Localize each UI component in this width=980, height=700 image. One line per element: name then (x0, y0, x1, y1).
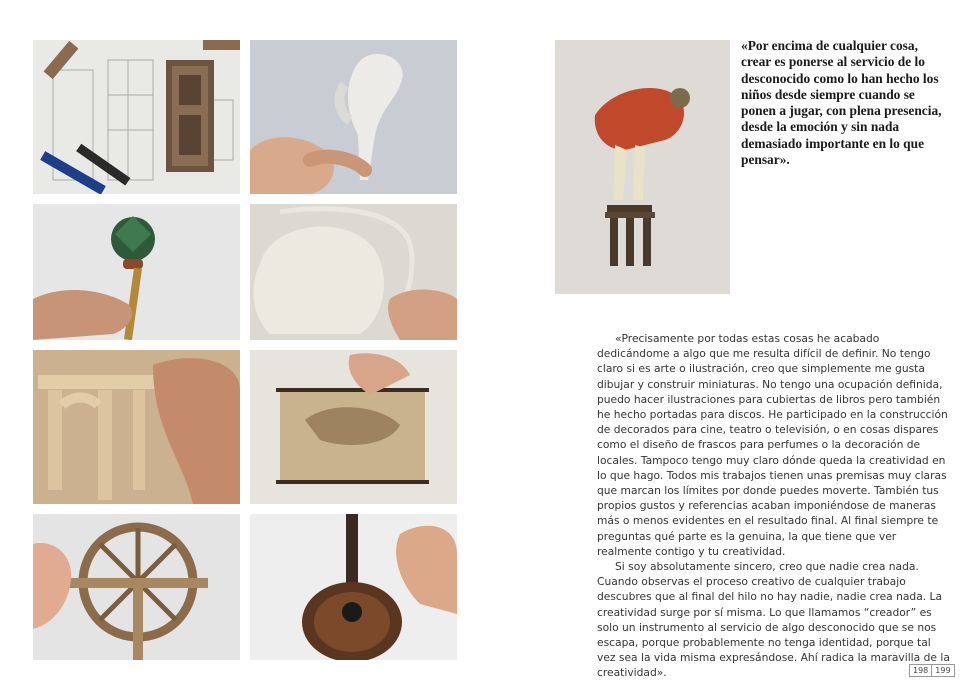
finial-photo (33, 204, 240, 340)
page-number-left: 198 (909, 664, 932, 677)
body-paragraph: Si soy absolutamente sincero, creo que nadie crea nada. Cuando observas el proceso creativo de cualquier trabajo descubres que al final del hilo no hay nadie, nadie crea nada. La creatividad surge por sí misma. Lo que llamamos “creador” es solo un instrumento al servicio de algo desconocido que se nos escapa, porque probablemente no tenga identidad, porque tal vez sea la vida misma expresándose. Ahí radica la maravilla de la creatividad». (597, 560, 950, 680)
wheel-photo (33, 514, 240, 660)
body-paragraph: «Precisamente por todas estas cosas he acabado dedicándome a algo que me resulta difícil de definir. No tengo claro si es arte o ilustración, creo que simplemente me gusta dibujar y construir miniaturas. No tengo una ocupación definida, puedo hacer ilustraciones para cubiertas de libros pero también he hecho portadas para discos. He participado en la construcción de decorados para cine, teatro o televisión, o en cosas dispares como el diseño de frascos para perfumes o la decoración de locales. Tampoco tengo muy claro dónde queda la creatividad en lo que hago. Todos mis trabajos tienen unas premisas muy claras que marcan los límites por donde puedes moverte. También tus propios gustos y referencias acaban imponiéndose de maneras más o menos evidentes en el resultado final. Al final siempre te preguntas qué parte es la genuina, la que tiene que ver realmente contigo y tu creatividad. (597, 332, 948, 558)
clay-model-photo (250, 204, 457, 340)
pull-quote: «Por encima de cualquier cosa, crear es ponerse al servicio de lo desconocido como lo han hecho los niños desde siempre cuando se ponen a jugar, con plena presencia, desde la emoción y sin nada demasiado importante en lo que pensar». (741, 38, 942, 168)
body-text (597, 331, 950, 681)
wood-frame-photo (33, 350, 240, 504)
page-number-right: 199 (932, 664, 954, 677)
page-numbers (909, 664, 955, 677)
scroll-map-photo (250, 350, 457, 504)
figure-stool-photo (555, 40, 730, 294)
mandolin-photo (250, 514, 457, 660)
door-drawing-photo (33, 40, 240, 194)
figure-sculpt-photo (250, 40, 457, 194)
